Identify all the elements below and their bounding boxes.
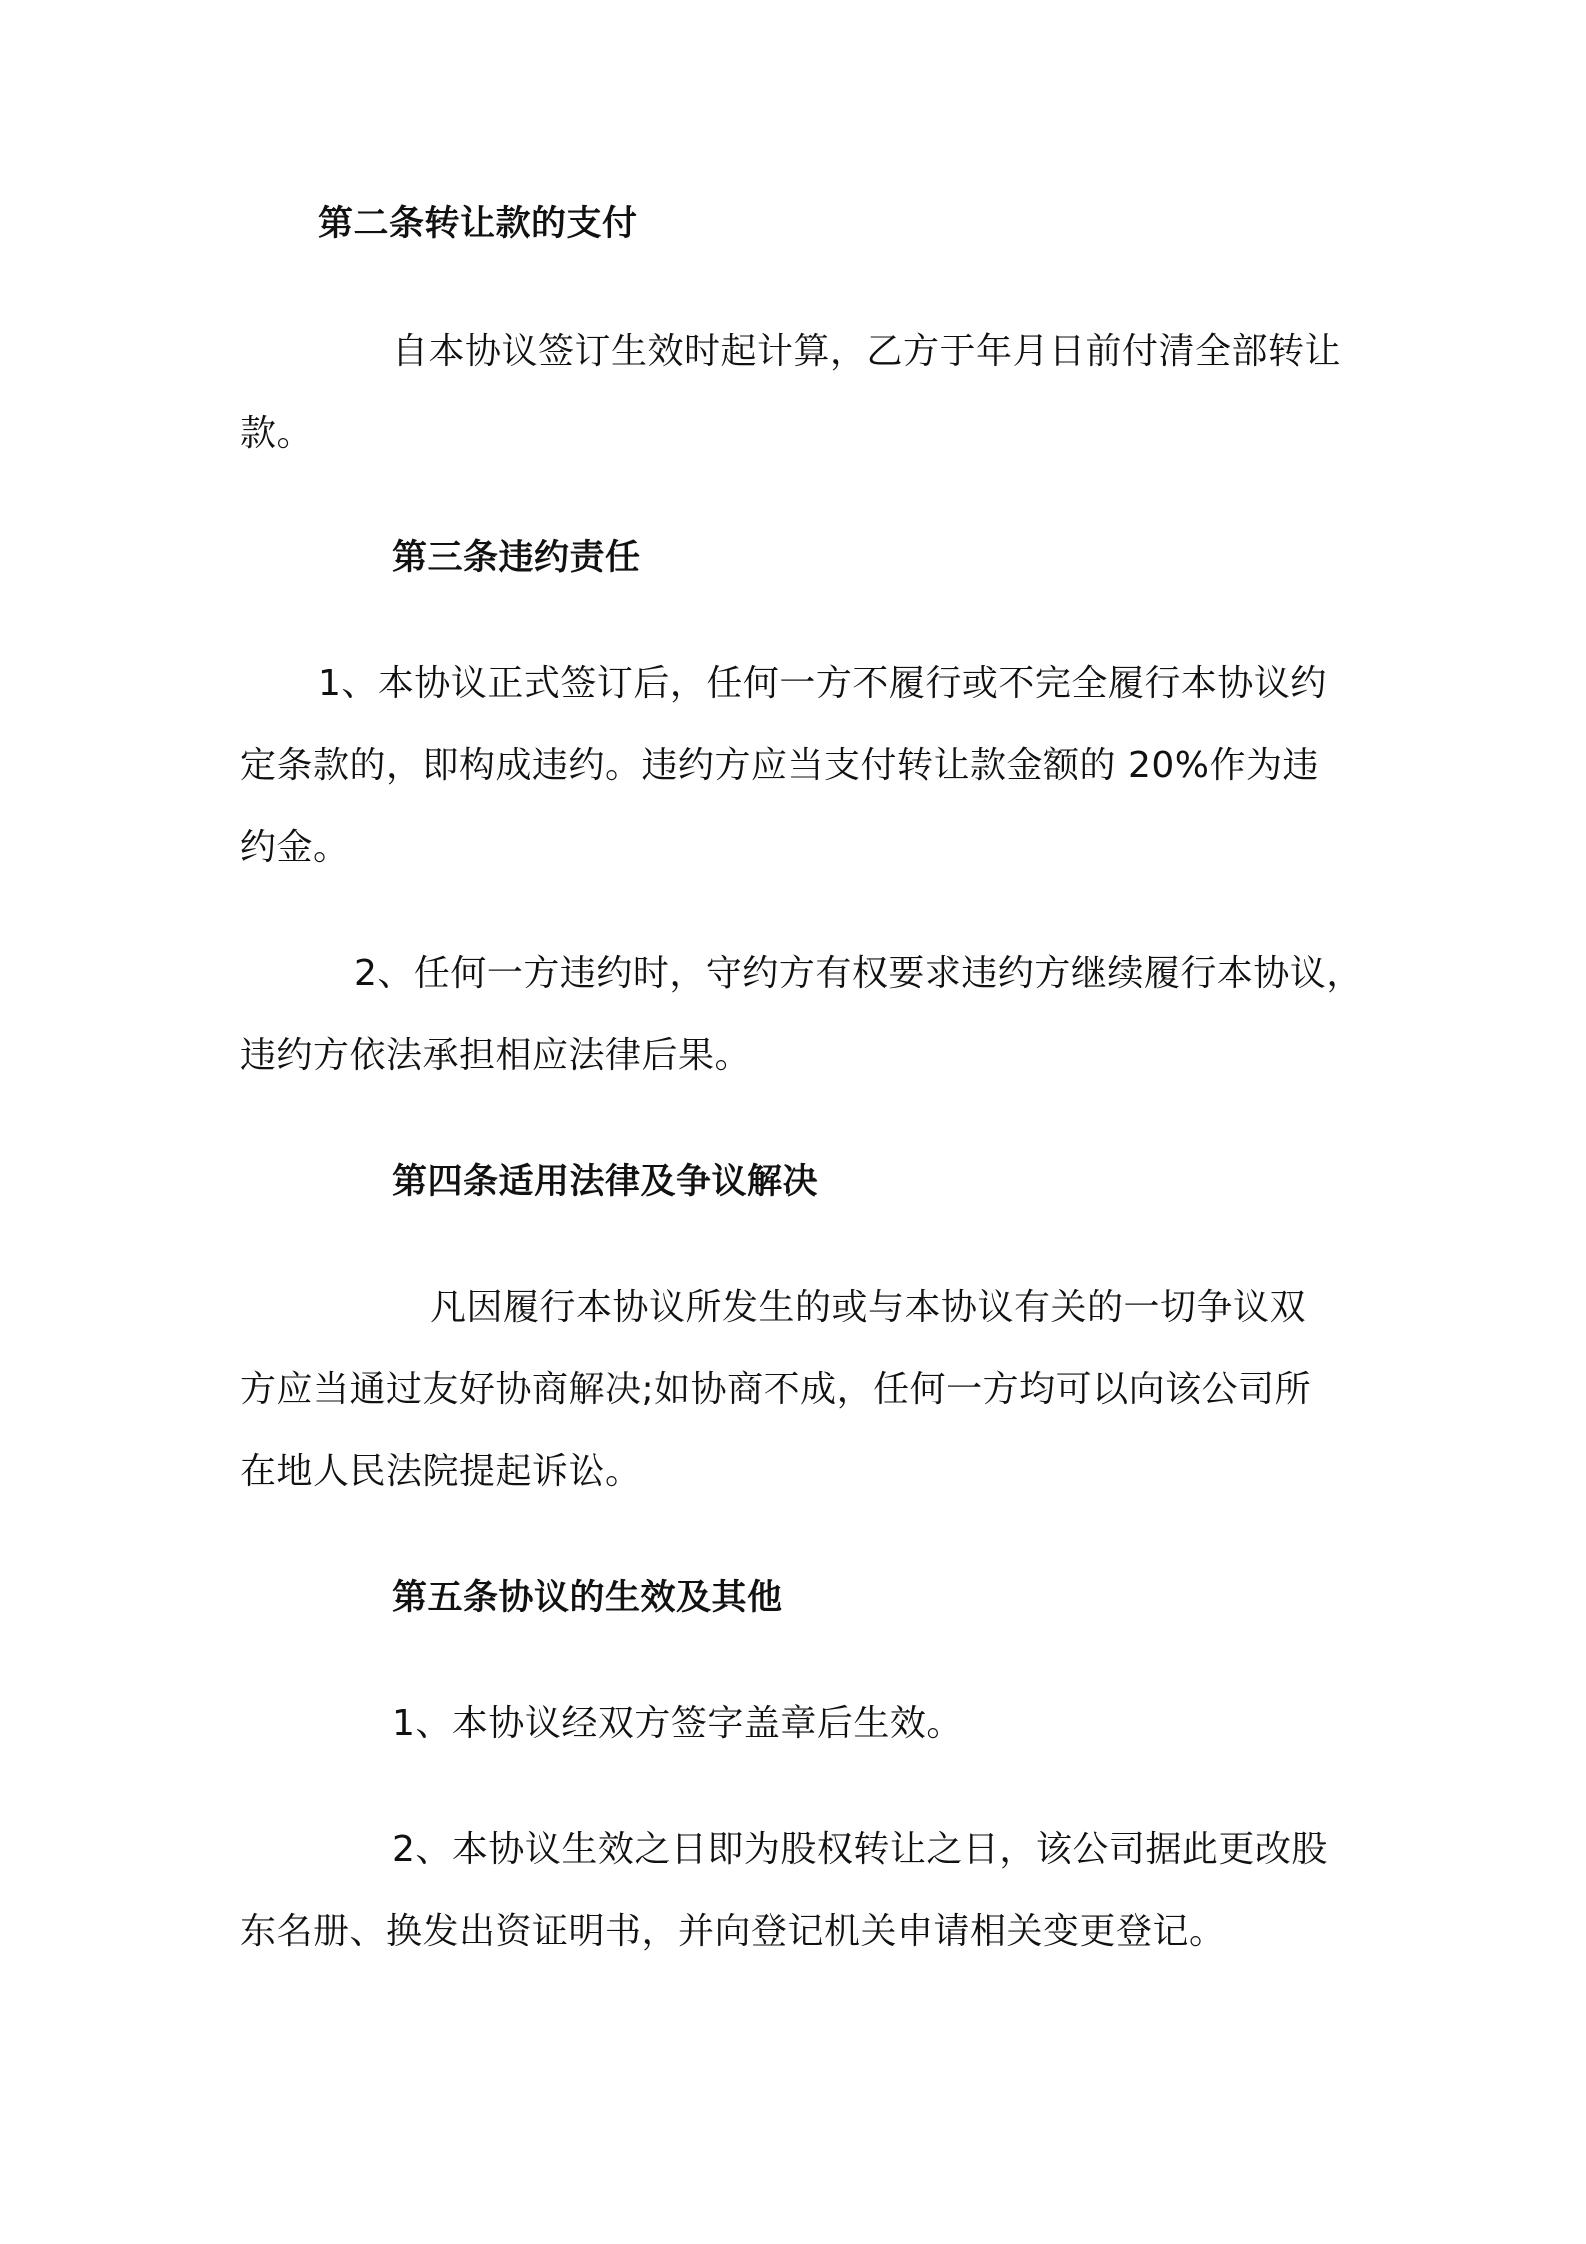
article-3-heading: 第三条违约责任	[392, 538, 641, 578]
article-3-item-2-line-1: 2、任何一方违约时，守约方有权要求违约方继续履行本协议，	[354, 953, 1363, 994]
article-2-paragraph-line-1: 自本协议签订生效时起计算，乙方于年月日前付清全部转让	[392, 331, 1342, 372]
article-2-heading: 第二条转让款的支付	[318, 204, 638, 244]
article-5-item-2-line-2: 东名册、换发出资证明书，并向登记机关申请相关变更登记。	[240, 1911, 1226, 1952]
article-2-paragraph-line-2: 款。	[240, 413, 314, 454]
article-4-paragraph-line-2: 方应当通过友好协商解决;如协商不成，任何一方均可以向该公司所	[240, 1369, 1312, 1410]
article-4-paragraph-line-3: 在地人民法院提起诉讼。	[240, 1451, 642, 1492]
article-4-paragraph-line-1: 凡因履行本协议所发生的或与本协议有关的一切争议双	[430, 1287, 1307, 1328]
article-5-item-1: 1、本协议经双方签字盖章后生效。	[392, 1703, 963, 1744]
article-4-heading: 第四条适用法律及争议解决	[392, 1162, 819, 1202]
article-3-item-1-line-1: 1、本协议正式签订后，任何一方不履行或不完全履行本协议约	[318, 663, 1327, 704]
article-5-item-2-line-1: 2、本协议生效之日即为股权转让之日，该公司据此更改股	[392, 1829, 1328, 1870]
article-3-item-1-line-3: 约金。	[240, 827, 350, 868]
article-3-item-1-line-2: 定条款的，即构成违约。违约方应当支付转让款金额的 20%作为违	[240, 745, 1319, 786]
article-3-item-2-line-2: 违约方依法承担相应法律后果。	[240, 1035, 752, 1076]
article-5-heading: 第五条协议的生效及其他	[392, 1578, 783, 1618]
